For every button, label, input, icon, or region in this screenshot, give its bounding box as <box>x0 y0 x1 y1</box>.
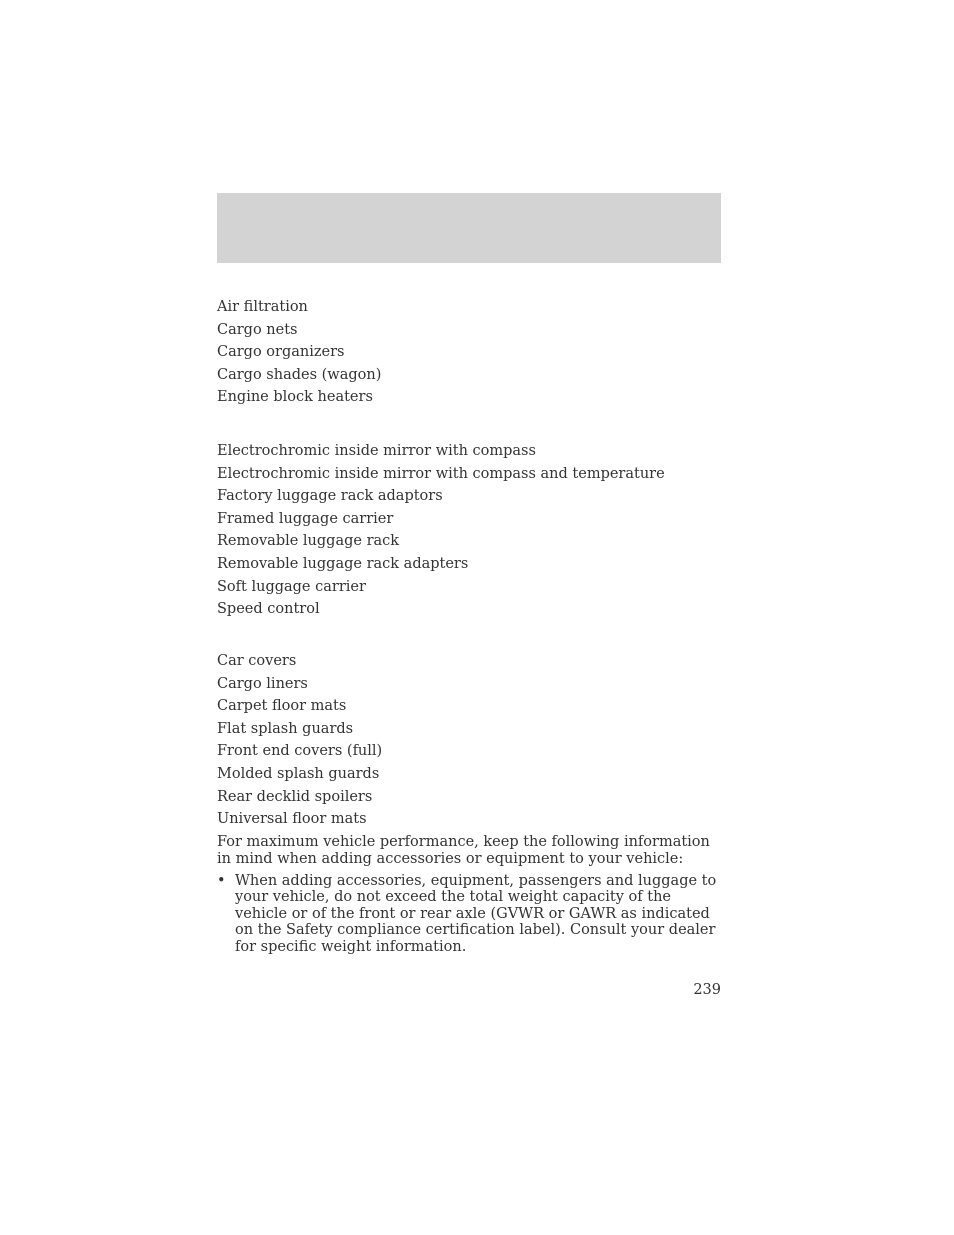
list-item: Front end covers (full) <box>217 743 383 760</box>
list-item: Electrochromic inside mirror with compass and temperature <box>217 465 665 482</box>
list-item: Framed luggage carrier <box>217 510 394 527</box>
list-item: Cargo nets <box>217 321 298 338</box>
list-item: Flat splash guards <box>217 720 354 737</box>
bullet-marker: • <box>217 873 226 889</box>
list-item: Cargo liners <box>217 675 308 692</box>
accessory-list-group-3 <box>217 650 382 831</box>
list-item: Universal floor mats <box>217 811 367 828</box>
list-item: Car covers <box>217 653 297 669</box>
bullet-text: When adding accessories, equipment, passengers and luggage to your vehicle, do not exceed the total weight capacity of the vehicle or of the front or rear axle (GVWR or GAWR as indicated on the Safety compliance certification label). Consult your dealer for specific weight information. <box>235 873 717 955</box>
accessory-list-group-1 <box>217 296 381 409</box>
section-header-band <box>217 193 721 263</box>
list-item: Engine block heaters <box>217 389 373 406</box>
bullet-item <box>217 873 721 955</box>
list-item: Electrochromic inside mirror with compass <box>217 443 536 459</box>
page-number: 239 <box>693 982 721 998</box>
list-item: Carpet floor mats <box>217 698 347 715</box>
list-item: Removable luggage rack <box>217 533 400 550</box>
list-item: Factory luggage rack adaptors <box>217 488 443 505</box>
list-item: Air filtration <box>217 299 308 315</box>
intro-paragraph: For maximum vehicle performance, keep the following information in mind when adding accessories or equipment to your vehicle: <box>217 834 710 867</box>
list-item: Cargo organizers <box>217 344 345 361</box>
list-item: Removable luggage rack adapters <box>217 555 469 572</box>
list-item: Soft luggage carrier <box>217 578 366 595</box>
list-item: Cargo shades (wagon) <box>217 366 382 383</box>
list-item: Rear decklid spoilers <box>217 788 373 805</box>
list-item: Molded splash guards <box>217 765 380 782</box>
accessory-list-group-2 <box>217 440 665 621</box>
list-item: Speed control <box>217 601 320 618</box>
